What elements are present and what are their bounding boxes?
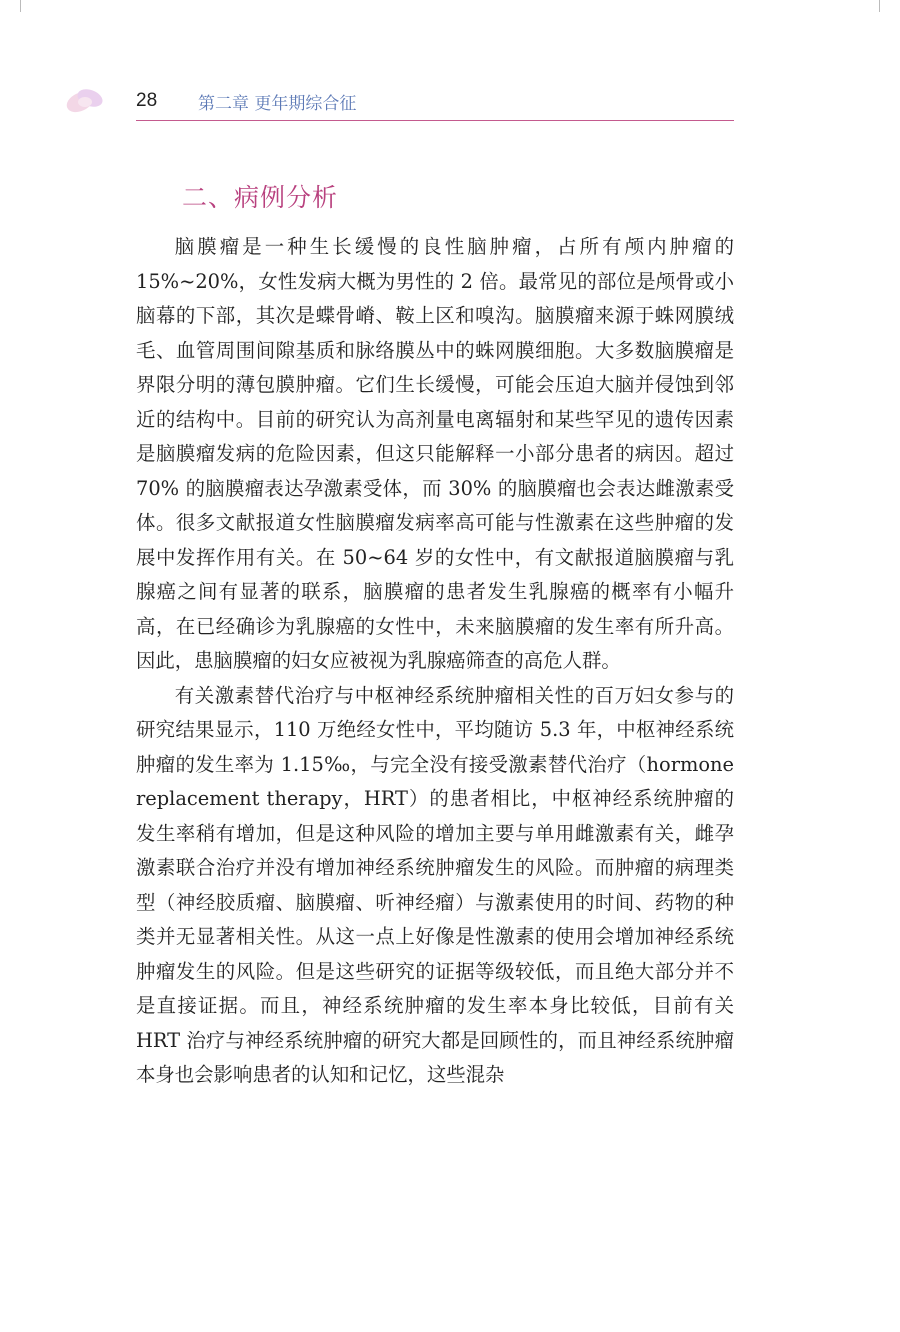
flower-petal-icon [64,82,108,118]
header-divider [136,120,734,121]
page-number: 28 [136,90,158,111]
paragraph-hrt-study: 有关激素替代治疗与中枢神经系统肿瘤相关性的百万妇女参与的研究结果显示，110 万绝经女性中，平均随访 5.3 年，中枢神经系统肿瘤的发生率为 1.15‰，与完全没有接受激素替代治疗（hormone replacement therapy，HRT）的患者相比，中枢神经系统肿瘤的发生率稍有增加，但是这种风险的增加主要与单用雌激素有关，雌孕激素联合治疗并没有增加神经系统肿瘤发生的风险。而肿瘤的病理类型（神经胶质瘤、脑膜瘤、听神经瘤）与激素使用的时间、药物的种类并无显著相关性。从这一点上好像是性激素的使用会增加神经系统肿瘤发生的风险。但是这些研究的证据等级较低，而且绝大部分并不是直接证据。而且，神经系统肿瘤的发生率本身比较低，目前有关 HRT 治疗与神经系统肿瘤的研究大都是回顾性的，而且神经系统肿瘤本身也会影响患者的认知和记忆，这些混杂 [136,683,734,1086]
chapter-title: 第二章 更年期综合征 [198,94,357,114]
body-text [136,230,734,1093]
paragraph-meningioma: 脑膜瘤是一种生长缓慢的良性脑肿瘤，占所有颅内肿瘤的 15%~20%，女性发病大概为男性的 2 倍。最常见的部位是颅骨或小脑幕的下部，其次是蝶骨嵴、鞍上区和嗅沟。脑膜瘤来源于蛛网膜绒毛、血管周围间隙基质和脉络膜丛中的蛛网膜细胞。大多数脑膜瘤是界限分明的薄包膜肿瘤。它们生长缓慢，可能会压迫大脑并侵蚀到邻近的结构中。目前的研究认为高剂量电离辐射和某些罕见的遗传因素是脑膜瘤发病的危险因素，但这只能解释一小部分患者的病因。超过 70% 的脑膜瘤表达孕激素受体，而 30% 的脑膜瘤也会表达雌激素受体。很多文献报道女性脑膜瘤发病率高可能与性激素在这些肿瘤的发展中发挥作用有关。在 50~64 岁的女性中，有文献报道脑膜瘤与乳腺癌之间有显著的联系，脑膜瘤的患者发生乳腺癌的概率有小幅升高，在已经确诊为乳腺癌的女性中，未来脑膜瘤的发生率有所升高。因此，患脑膜瘤的妇女应被视为乳腺癌筛查的高危人群。 [136,235,734,672]
crop-mark-right [879,0,900,12]
section-heading: 二、病例分析 [182,183,339,212]
crop-mark-left [0,0,21,12]
running-header [0,78,900,124]
